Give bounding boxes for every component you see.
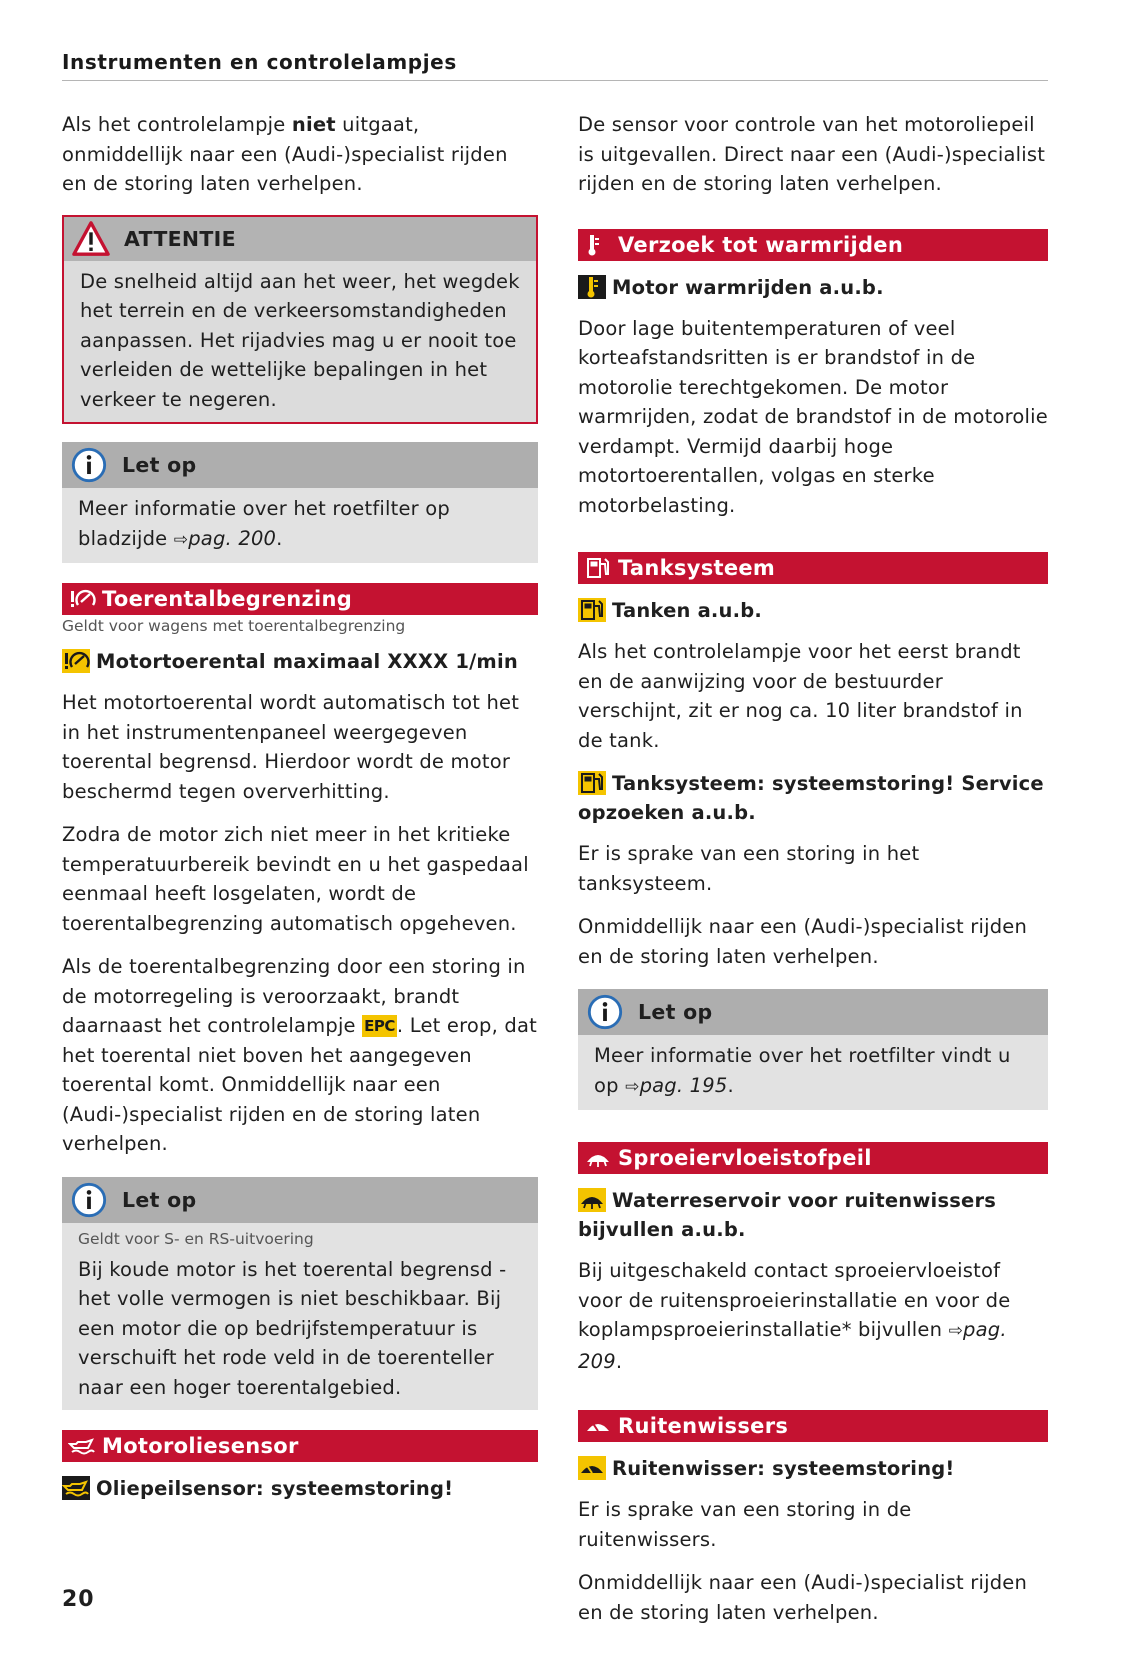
note-box-3: [578, 989, 1048, 1110]
note-title: Let op: [638, 1000, 713, 1024]
right-column: [578, 110, 1048, 1641]
note-header: [578, 989, 1048, 1035]
page-reference[interactable]: pag. 209: [578, 1318, 1007, 1373]
note-box-2: [62, 1177, 538, 1411]
warning-header: [64, 217, 536, 261]
fuel-pump-icon: [584, 556, 612, 580]
section-ruitenwissers: Ruitenwissers: [578, 1410, 1048, 1442]
note-header: [62, 1177, 538, 1223]
intro-paragraph: De sensor voor controle van het motoroliepeil is uitgevallen. Direct naar een (Audi-)specialist rijden en de storing laten verhelpen.: [578, 113, 1046, 195]
paragraph: Onmiddellijk naar een (Audi-)specialist rijden en de storing laten verhelpen.: [578, 1571, 1028, 1624]
left-column: [62, 110, 538, 1515]
washer-fluid-icon: [584, 1146, 612, 1170]
section-subtitle: Geldt voor wagens met toerentalbegrenzing: [62, 617, 406, 635]
section-tanksysteem: Tanksysteem: [578, 552, 1048, 584]
note-text: Meer informatie over het roetfilter op bladzijde ⇨pag. 200.: [78, 497, 450, 550]
page-number: 20: [62, 1587, 95, 1612]
info-icon: [586, 993, 624, 1031]
page-header: Instrumenten en controlelampjes: [62, 50, 1048, 81]
message-warmrijden: Motor warmrijden a.u.b.: [578, 273, 1048, 302]
warning-box: [62, 215, 538, 425]
message-ruitenwisser-storing: Ruitenwisser: systeemstoring!: [578, 1454, 1048, 1483]
note-subtitle: Geldt voor S- en RS-uitvoering: [78, 1229, 314, 1248]
section-motoroliesensor: Motoroliesensor: [62, 1430, 538, 1462]
rpm-limiter-icon: [62, 649, 90, 673]
message-tanksysteem-storing: Tanksysteem: systeemstoring! Service opzoeken a.u.b.: [578, 772, 1044, 824]
wiper-icon: [584, 1414, 612, 1438]
section-sproeiervloeistof: Sproeiervloeistofpeil: [578, 1142, 1048, 1174]
warning-text: De snelheid altijd aan het weer, het wegdek het terrein en de verkeersomstandigheden aanpassen. Het rijadvies mag u er nooit toe verleiden de wettelijke bepalingen in het verkeer te negeren.: [80, 269, 520, 411]
info-icon: [70, 446, 108, 484]
paragraph: Er is sprake van een storing in de ruitenwissers.: [578, 1498, 912, 1551]
paragraph: Als de toerentalbegrenzing door een storing in de motorregeling is veroorzaakt, brandt daarnaast het controlelampje EPC . Let erop, dat het toerental niet boven het aangegeven toerental komt. Onmiddellijk naar een (Audi-)specialist rijden en de storing laten verhelpen.: [62, 955, 537, 1155]
paragraph: Zodra de motor zich niet meer in het kritieke temperatuurbereik bevindt en u het gaspedaal eenmaal heeft losgelaten, wordt de toerentalbegrenzing automatisch opgeheven.: [62, 823, 529, 935]
message-oil-sensor: Oliepeilsensor: systeemstoring!: [62, 1474, 538, 1503]
paragraph: Onmiddellijk naar een (Audi-)specialist rijden en de storing laten verhelpen.: [578, 915, 1028, 968]
warning-title: ATTENTIE: [124, 226, 236, 251]
note-title: Let op: [122, 453, 197, 477]
paragraph: Bij uitgeschakeld contact sproeiervloeistof voor de ruitensproeierinstallatie en voor de koplampsproeierinstallatie* bijvullen ⇨pag. 209.: [578, 1259, 1011, 1373]
message-waterreservoir: Waterreservoir voor ruitenwissers bijvullen a.u.b.: [578, 1189, 997, 1241]
note-header: [62, 442, 538, 488]
paragraph: Er is sprake van een storing in het tanksysteem.: [578, 842, 920, 895]
note-text: Bij koude motor is het toerental begrensd - het volle vermogen is niet beschikbaar. Bij een motor die op bedrijfstemperatuur is verschuift het rode veld in de toerenteller naar een hoger toerentalgebied.: [78, 1257, 507, 1399]
washer-fluid-icon: [578, 1188, 606, 1212]
section-toerentalbegrenzing: Toerentalbegrenzing: [62, 583, 538, 615]
paragraph: Als het controlelampje voor het eerst brandt en de aanwijzing voor de bestuurder verschijnt, zit er nog ca. 10 liter brandstof in de tank.: [578, 640, 1023, 752]
fuel-pump-icon: [578, 771, 606, 795]
note-box-1: [62, 442, 538, 563]
thermometer-icon: [584, 233, 612, 257]
note-title: Let op: [122, 1187, 197, 1212]
section-warmrijden: Verzoek tot warmrijden: [578, 229, 1048, 261]
oil-sensor-icon: [68, 1434, 96, 1458]
info-icon: [70, 1181, 108, 1219]
rpm-limiter-icon: [68, 587, 96, 611]
note-text: Meer informatie over het roetfilter vindt u op ⇨pag. 195.: [594, 1044, 1011, 1097]
fuel-pump-icon: [578, 598, 606, 622]
message-rpm-limit: Motortoerental maximaal XXXX 1/min: [62, 647, 538, 676]
page-reference[interactable]: pag. 195: [639, 1073, 728, 1097]
intro-paragraph: Als het controlelampje niet uitgaat, onmiddellijk naar een (Audi-)specialist rijden en de storing laten verhelpen.: [62, 113, 508, 195]
paragraph: Het motortoerental wordt automatisch tot het in het instrumentenpaneel weergegeven toerental begrensd. Hierdoor wordt de motor beschermd tegen oververhitting.: [62, 691, 520, 803]
warning-triangle-icon: [72, 220, 110, 258]
wiper-icon: [578, 1456, 606, 1480]
epc-icon: EPC: [364, 1017, 395, 1035]
message-tanken: Tanken a.u.b.: [578, 596, 1048, 625]
oil-sensor-icon: [62, 1476, 90, 1500]
paragraph: Door lage buitentemperaturen of veel korteafstandsritten is er brandstof in de motorolie terechtgekomen. De motor warmrijden, zodat de brandstof in de motorolie verdampt. Vermijd daarbij hoge motortoerentallen, volgas en sterke motorbelasting.: [578, 316, 1048, 517]
thermometer-icon: [578, 275, 606, 299]
page-reference[interactable]: pag. 200: [188, 526, 277, 550]
